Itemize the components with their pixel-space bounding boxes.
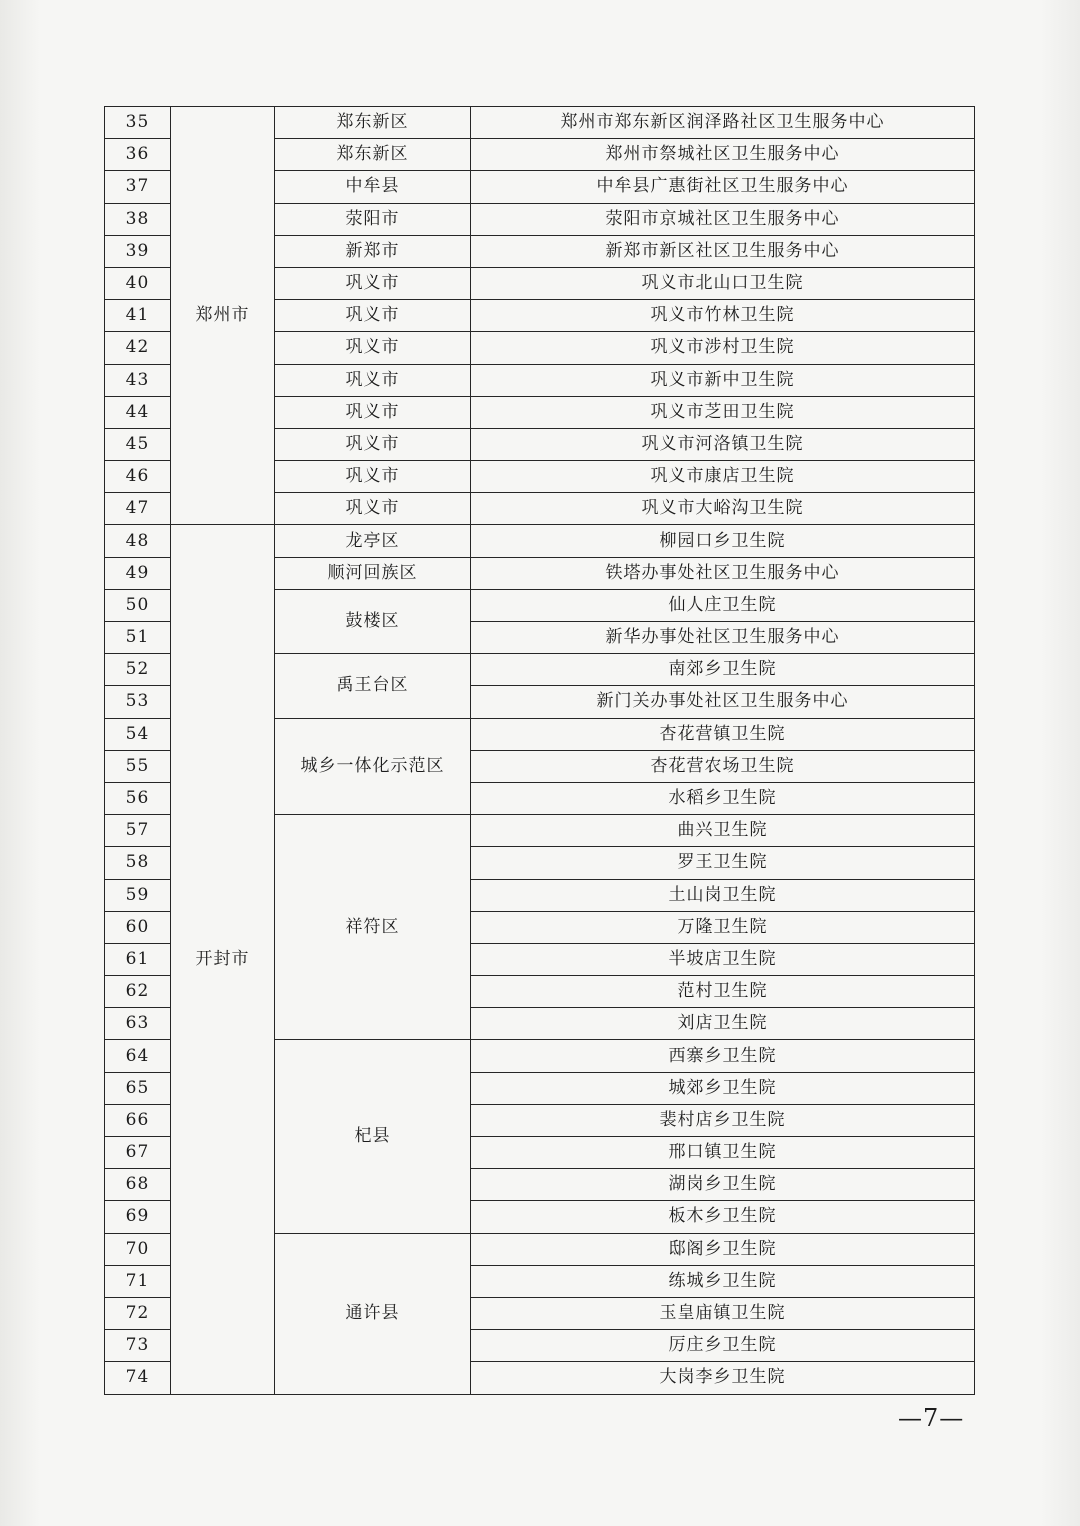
facility-name: 仙人庄卫生院 bbox=[471, 589, 975, 621]
row-number: 54 bbox=[105, 718, 171, 750]
facility-name: 范村卫生院 bbox=[471, 976, 975, 1008]
row-number: 42 bbox=[105, 332, 171, 364]
row-number: 69 bbox=[105, 1201, 171, 1233]
row-number: 43 bbox=[105, 364, 171, 396]
facility-name: 厉庄乡卫生院 bbox=[471, 1330, 975, 1362]
facility-table-body bbox=[105, 107, 975, 1395]
facility-name: 刘店卫生院 bbox=[471, 1008, 975, 1040]
district-cell: 巩义市 bbox=[275, 396, 471, 428]
row-number: 61 bbox=[105, 943, 171, 975]
row-number: 58 bbox=[105, 847, 171, 879]
row-number: 35 bbox=[105, 107, 171, 139]
district-cell: 中牟县 bbox=[275, 171, 471, 203]
facility-name: 西寨乡卫生院 bbox=[471, 1040, 975, 1072]
district-cell: 祥符区 bbox=[275, 815, 471, 1040]
row-number: 49 bbox=[105, 557, 171, 589]
district-cell: 巩义市 bbox=[275, 461, 471, 493]
facility-table bbox=[104, 106, 975, 1395]
facility-name: 巩义市康店卫生院 bbox=[471, 461, 975, 493]
facility-name: 巩义市北山口卫生院 bbox=[471, 267, 975, 299]
facility-name: 玉皇庙镇卫生院 bbox=[471, 1297, 975, 1329]
facility-name: 练城乡卫生院 bbox=[471, 1265, 975, 1297]
facility-name: 郑州市祭城社区卫生服务中心 bbox=[471, 139, 975, 171]
facility-name: 城郊乡卫生院 bbox=[471, 1072, 975, 1104]
row-number: 41 bbox=[105, 300, 171, 332]
row-number: 55 bbox=[105, 750, 171, 782]
row-number: 39 bbox=[105, 235, 171, 267]
district-cell: 巩义市 bbox=[275, 428, 471, 460]
facility-name: 半坡店卫生院 bbox=[471, 943, 975, 975]
row-number: 70 bbox=[105, 1233, 171, 1265]
row-number: 63 bbox=[105, 1008, 171, 1040]
facility-name: 新华办事处社区卫生服务中心 bbox=[471, 622, 975, 654]
facility-name: 大岗李乡卫生院 bbox=[471, 1362, 975, 1394]
district-cell: 巩义市 bbox=[275, 300, 471, 332]
facility-name: 铁塔办事处社区卫生服务中心 bbox=[471, 557, 975, 589]
district-cell: 巩义市 bbox=[275, 267, 471, 299]
facility-name: 巩义市竹林卫生院 bbox=[471, 300, 975, 332]
row-number: 53 bbox=[105, 686, 171, 718]
table-row bbox=[105, 107, 975, 139]
city-cell: 开封市 bbox=[171, 525, 275, 1394]
facility-name: 曲兴卫生院 bbox=[471, 815, 975, 847]
row-number: 45 bbox=[105, 428, 171, 460]
row-number: 60 bbox=[105, 911, 171, 943]
facility-name: 万隆卫生院 bbox=[471, 911, 975, 943]
district-cell: 郑东新区 bbox=[275, 139, 471, 171]
facility-name: 板木乡卫生院 bbox=[471, 1201, 975, 1233]
row-number: 37 bbox=[105, 171, 171, 203]
row-number: 50 bbox=[105, 589, 171, 621]
row-number: 73 bbox=[105, 1330, 171, 1362]
row-number: 56 bbox=[105, 782, 171, 814]
row-number: 51 bbox=[105, 622, 171, 654]
facility-name: 荥阳市京城社区卫生服务中心 bbox=[471, 203, 975, 235]
facility-name: 巩义市新中卫生院 bbox=[471, 364, 975, 396]
district-cell: 顺河回族区 bbox=[275, 557, 471, 589]
row-number: 62 bbox=[105, 976, 171, 1008]
facility-name: 郑州市郑东新区润泽路社区卫生服务中心 bbox=[471, 107, 975, 139]
row-number: 64 bbox=[105, 1040, 171, 1072]
district-cell: 巩义市 bbox=[275, 364, 471, 396]
district-cell: 郑东新区 bbox=[275, 107, 471, 139]
row-number: 66 bbox=[105, 1104, 171, 1136]
district-cell: 通许县 bbox=[275, 1233, 471, 1394]
row-number: 72 bbox=[105, 1297, 171, 1329]
district-cell: 荥阳市 bbox=[275, 203, 471, 235]
facility-name: 邢口镇卫生院 bbox=[471, 1137, 975, 1169]
facility-name: 杏花营农场卫生院 bbox=[471, 750, 975, 782]
page-number: —7— bbox=[898, 1404, 965, 1432]
district-cell: 城乡一体化示范区 bbox=[275, 718, 471, 815]
facility-name: 南郊乡卫生院 bbox=[471, 654, 975, 686]
row-number: 48 bbox=[105, 525, 171, 557]
facility-name: 杏花营镇卫生院 bbox=[471, 718, 975, 750]
row-number: 52 bbox=[105, 654, 171, 686]
row-number: 65 bbox=[105, 1072, 171, 1104]
facility-name: 罗王卫生院 bbox=[471, 847, 975, 879]
table-row bbox=[105, 525, 975, 557]
row-number: 36 bbox=[105, 139, 171, 171]
row-number: 67 bbox=[105, 1137, 171, 1169]
row-number: 57 bbox=[105, 815, 171, 847]
facility-name: 湖岗乡卫生院 bbox=[471, 1169, 975, 1201]
facility-name: 新郑市新区社区卫生服务中心 bbox=[471, 235, 975, 267]
facility-name: 柳园口乡卫生院 bbox=[471, 525, 975, 557]
district-cell: 龙亭区 bbox=[275, 525, 471, 557]
district-cell: 新郑市 bbox=[275, 235, 471, 267]
facility-name: 中牟县广惠街社区卫生服务中心 bbox=[471, 171, 975, 203]
row-number: 74 bbox=[105, 1362, 171, 1394]
row-number: 46 bbox=[105, 461, 171, 493]
district-cell: 巩义市 bbox=[275, 493, 471, 525]
row-number: 59 bbox=[105, 879, 171, 911]
row-number: 47 bbox=[105, 493, 171, 525]
row-number: 40 bbox=[105, 267, 171, 299]
district-cell: 杞县 bbox=[275, 1040, 471, 1233]
facility-name: 裴村店乡卫生院 bbox=[471, 1104, 975, 1136]
city-cell: 郑州市 bbox=[171, 107, 275, 525]
facility-name: 水稻乡卫生院 bbox=[471, 782, 975, 814]
facility-name: 邸阁乡卫生院 bbox=[471, 1233, 975, 1265]
facility-name: 巩义市芝田卫生院 bbox=[471, 396, 975, 428]
row-number: 38 bbox=[105, 203, 171, 235]
district-cell: 巩义市 bbox=[275, 332, 471, 364]
facility-name: 巩义市涉村卫生院 bbox=[471, 332, 975, 364]
district-cell: 鼓楼区 bbox=[275, 589, 471, 653]
row-number: 71 bbox=[105, 1265, 171, 1297]
facility-name: 新门关办事处社区卫生服务中心 bbox=[471, 686, 975, 718]
row-number: 44 bbox=[105, 396, 171, 428]
row-number: 68 bbox=[105, 1169, 171, 1201]
district-cell: 禹王台区 bbox=[275, 654, 471, 718]
facility-name: 巩义市河洛镇卫生院 bbox=[471, 428, 975, 460]
facility-name: 巩义市大峪沟卫生院 bbox=[471, 493, 975, 525]
facility-name: 土山岗卫生院 bbox=[471, 879, 975, 911]
